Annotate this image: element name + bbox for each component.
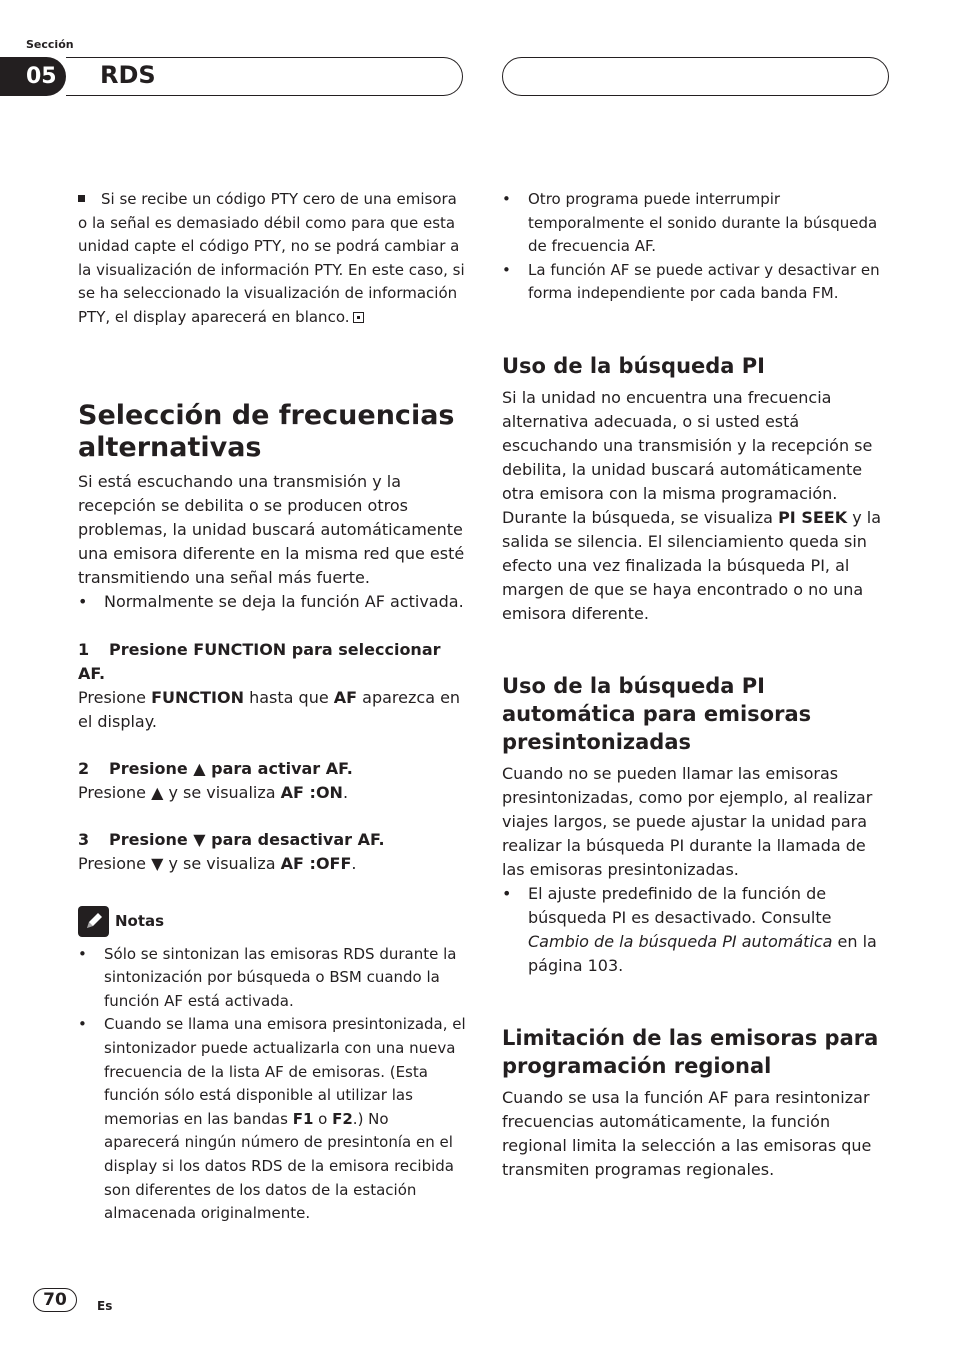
step-2-title: Presione ▲ para activar AF. xyxy=(109,758,353,778)
note-square-icon xyxy=(78,195,85,202)
step-2-desc: Presione ▲ y se visualiza AF :ON. xyxy=(78,782,349,802)
step-1-title: Presione FUNCTION para seleccionar AF. xyxy=(78,639,441,683)
auto-pi-bullet-list xyxy=(502,882,890,978)
auto-pi-heading: Uso de la búsqueda PI automática para emisoras presintonizadas xyxy=(502,673,812,754)
right-column xyxy=(502,188,890,1182)
list-item: • Cuando se llama una emisora presintonizada, el sintonizador puede actualizarla con una nueva frecuencia de la lista AF de emisoras. (Esta función sólo está disponible al utilizar las memorias en las bandas F1 o F2.) No aparecerá ningún número de presintonía en el display si los datos RDS de la emisora recibida son diferentes de los datos de la estación almacenada originalmente. xyxy=(78,1013,468,1225)
list-item: • Normalmente se deja la función AF activada. xyxy=(78,590,468,614)
step-3-title: Presione ▼ para desactivar AF. xyxy=(109,829,385,849)
left-column xyxy=(78,188,468,1226)
list-item: • La función AF se puede activar y desactivar en forma independiente por cada banda FM. xyxy=(502,259,890,306)
regional-body: Cuando se usa la función AF para resintonizar frecuencias automáticamente, la función regional limita la selección a las emisoras que transmiten programas regionales. xyxy=(502,1087,872,1179)
list-item: • El ajuste predefinido de la función de búsqueda PI es desactivado. Consulte Cambio de la búsqueda PI automática en la página 103. xyxy=(502,882,890,978)
af-notes-list xyxy=(502,188,890,306)
af-bullet-list xyxy=(78,590,468,614)
regional-heading: Limitación de las emisoras para programación regional xyxy=(502,1025,879,1078)
section-number-badge: 05 xyxy=(0,57,66,96)
intro-note: Si se recibe un código PTY cero de una emisora o la señal es demasiado débil como para que esta unidad capte el código PTY, no se podrá cambiar a la visualización de información PTY. En este caso, si se ha seleccionado la visualización de información PTY, el display aparecerá en blanco. xyxy=(78,190,465,326)
section-title: RDS xyxy=(100,61,156,89)
step-1-desc: Presione FUNCTION hasta que AF aparezca en el display. xyxy=(78,687,461,731)
step-1: 1 Presione FUNCTION para seleccionar AF. Presione FUNCTION hasta que AF aparezca en el display. xyxy=(78,638,468,734)
notes-list xyxy=(78,943,468,1226)
pi-body: Si la unidad no encuentra una frecuencia alternativa adecuada, o si usted está escuchando una transmisión y la recepción se debilita, la unidad buscará automáticamente otra emisora con la misma programación. Durante la búsqueda, se visualiza PI SEEK y la salida se silencia. El silenciamiento queda sin efecto una vez finalizada la búsqueda PI, al margen de que se haya encontrado o no una emisora diferente. xyxy=(502,387,881,623)
pencil-icon xyxy=(78,906,109,937)
step-3: 3 Presione ▼ para desactivar AF. Presione ▼ y se visualiza AF :OFF. xyxy=(78,828,468,876)
af-section-body: Si está escuchando una transmisión y la recepción se debilita o se producen otros problemas, la unidad buscará automáticamente una emisora diferente en la misma red que esté transmitiendo una señal más fuerte. xyxy=(78,471,465,587)
auto-pi-body: Cuando no se pueden llamar las emisoras presintonizadas, como por ejemplo, al realizar viajes largos, se puede ajustar la unidad para realizar la búsqueda PI durante la llamada de las emisoras presintonizadas. xyxy=(502,763,873,879)
list-item: • Otro programa puede interrumpir temporalmente el sonido durante la búsqueda de frecuencia AF. xyxy=(502,188,890,259)
header-empty-frame xyxy=(502,57,889,96)
section-label: Sección xyxy=(26,38,74,51)
language-code: Es xyxy=(97,1299,113,1313)
notes-heading: Notas xyxy=(78,906,468,937)
step-3-desc: Presione ▼ y se visualiza AF :OFF. xyxy=(78,853,357,873)
af-section-heading: Selección de frecuencias alternativas xyxy=(78,399,455,463)
page-number: 70 xyxy=(33,1288,77,1312)
list-item: • Sólo se sintonizan las emisoras RDS durante la sintonización por búsqueda o BSM cuando la función AF está activada. xyxy=(78,943,468,1014)
end-mark-icon xyxy=(353,312,364,323)
pi-heading: Uso de la búsqueda PI xyxy=(502,353,765,378)
step-2: 2 Presione ▲ para activar AF. Presione ▲ y se visualiza AF :ON. xyxy=(78,757,468,805)
